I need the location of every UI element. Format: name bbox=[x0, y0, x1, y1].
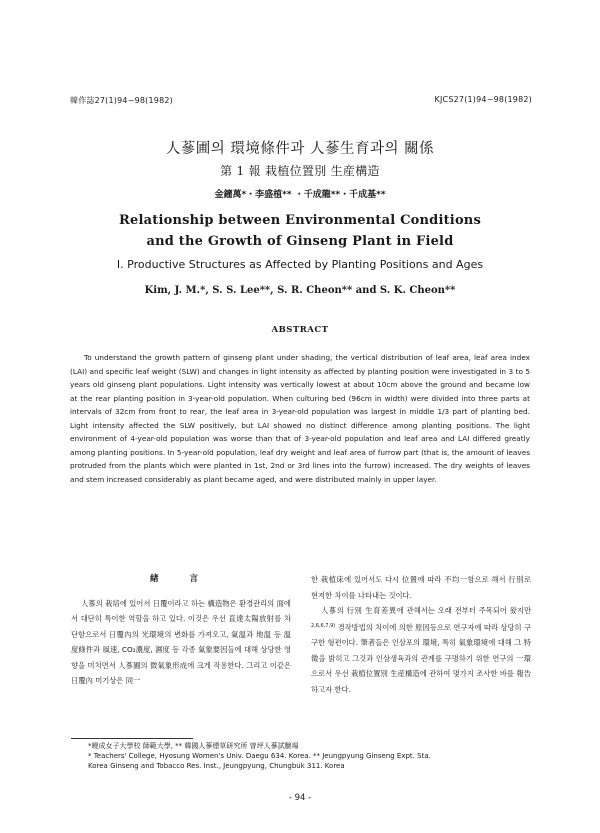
english-subtitle: I. Productive Structures as Affected by Planting Positions and Ages bbox=[116, 258, 484, 271]
english-title-line-1: Relationship between Environmental Conditions bbox=[119, 213, 481, 228]
footnote-rule bbox=[71, 738, 193, 739]
abstract-text: To understand the growth pattern of ginseng plant under shading, the vertical distribution of leaf area, leaf area index (LAI) and specific leaf weight (SLW) and changes in light intensity as affected by planting position were investigated in 3 to 5 years old ginseng plant populations. Light intensity was vertically lowest at about 10cm above the ground and became low at the rear planting position in 3-year-old population. When culturing bed (96cm in width) were divided into three parts at intervals of 32cm from front to rear, the leaf area in 3-year-old population was largest in middle 1/3 part of planting bed. Light intensity affected the SLW positively, but LAI showed no distinct difference among planting positions. The light environment of 4-year-old population was worse than that of 3-year-old population and leaf area and LAI differed greatly among planting positions. In 5-year-old population, leaf dry weight and leaf area of furrow part (that is, the amount of leaves protruded from the plants which were planted in 1st, 2nd or 3rd lines into the furrow) increased. The dry weights of leaves and stem increased considerably as plant became aged, and were distributed mainly in upper layer. bbox=[70, 353, 530, 484]
footnotes bbox=[88, 741, 538, 771]
footnote-english-2: Korea Ginseng and Tobacco Res. Inst., Jeungpyung, Chungbuk 311. Korea bbox=[88, 762, 345, 770]
intro-right-paragraph-2 bbox=[311, 603, 531, 697]
journal-citation-korean: 韓作誌27(1)94~98(1982) bbox=[70, 96, 173, 105]
journal-citation-english: KJCS27(1)94~98(1982) bbox=[434, 95, 532, 104]
intro-right-text-b: 경작방법의 차이에 의한 原因등으로 연구자에 따라 상당히 구구한 형편이다. 筆者들은 인삼포의 環境, 특히 氣象環境에 대해 그 特徵을 밝히고 그것과 인삼생육과의 관계를 구명하기 위한 연구의 一環으로서 우선 栽植位置別 生産構造에 관하여 몇가지 조사한 바를 報告하고자 한다. bbox=[311, 622, 531, 694]
intro-left-column bbox=[71, 572, 291, 689]
intro-heading: 緖 言 bbox=[150, 574, 212, 584]
korean-authors: 金鐘萬*・李盛植** ・千成龍**・千成基** bbox=[214, 190, 386, 200]
abstract-heading: ABSTRACT bbox=[271, 325, 329, 335]
korean-subtitle: 第 1 報 栽植位置別 生産構造 bbox=[220, 164, 380, 178]
english-title-line-2: and the Growth of Ginseng Plant in Field bbox=[146, 234, 454, 249]
footnote-english-1: * Teachers' College, Hyosung Women's Univ. Daegu 634. Korea. ** Jeungpyung Ginseng Expt. Sta. bbox=[88, 752, 431, 760]
english-authors: Kim, J. M.*, S. S. Lee**, S. R. Cheon** and S. K. Cheon** bbox=[144, 285, 456, 296]
korean-title: 人蔘圃의 環境條件과 人蔘生育과의 關係 bbox=[165, 141, 435, 157]
intro-left-paragraph: 人蔘의 栽培에 있어서 日覆이라고 하는 構造物은 환경관리의 面에서 대단히 특이한 역할을 하고 있다. 이것은 우선 直達太陽放射를 차단함으로서 日覆內의 光環境의 변화를 가져오고, 氣温과 地温 등 温度條件과 風速, CO₂濃度, 濕度 등 각종 氣象要因들에 대해 상당한 영향을 미치면서 人蔘圃의 微氣象形成에 크게 작용한다. 그리고 이같은 日覆內 미기상은 同一 bbox=[71, 598, 291, 685]
intro-right-column bbox=[311, 572, 531, 697]
page-number: - 94 - bbox=[288, 793, 312, 803]
intro-right-text-a: 人蔘의 行別 生育差異에 관해서는 오래 전부터 주목되어 왔지만 bbox=[321, 606, 531, 615]
reference-superscript: 2,6,6,7,9) bbox=[311, 622, 336, 629]
intro-right-paragraph-1: 한 栽植床에 있어서도 다시 位置에 따라 不均一함으로 해서 行別로 현저한 차이를 나타내는 것이다. bbox=[311, 575, 531, 600]
footnote-korean: *曉成女子大學校 師範大學, ** 韓國人蔘煙草研究所 曾坪人蔘試驗場 bbox=[88, 742, 299, 750]
